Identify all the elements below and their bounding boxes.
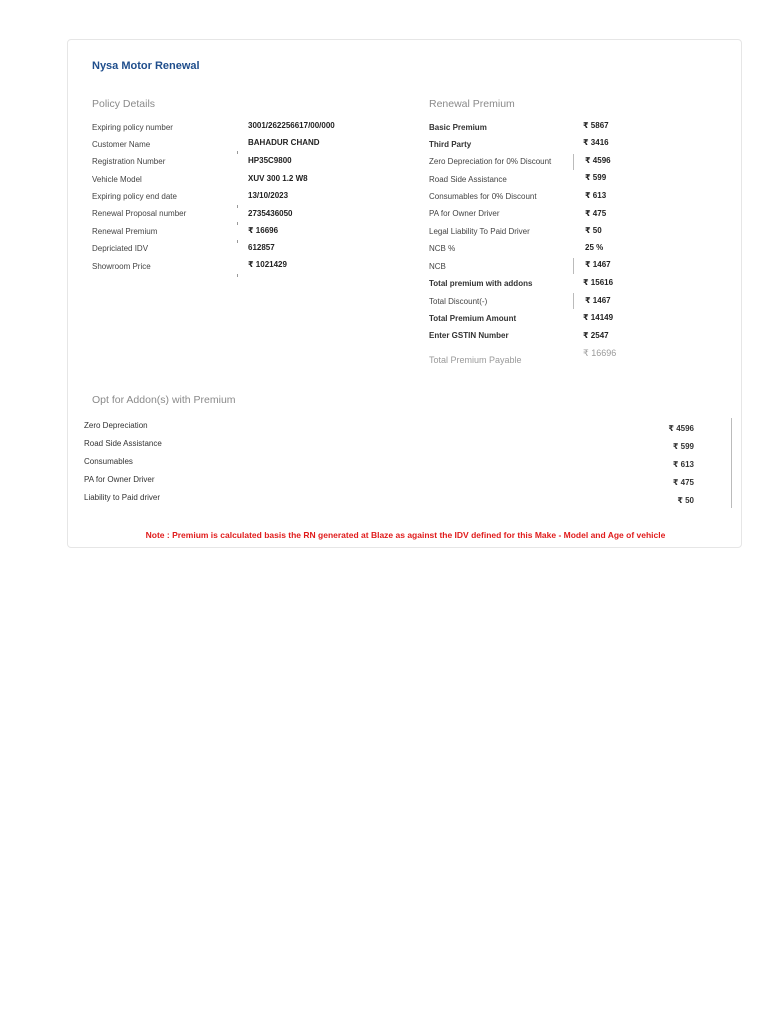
addon-row — [84, 475, 706, 493]
premium-value: ₹ 4596 — [585, 156, 611, 165]
addon-label: Liability to Paid driver — [84, 493, 161, 502]
policy-value: 612857 — [248, 243, 275, 252]
premium-label: NCB % — [429, 244, 456, 253]
policy-value: ₹ 16696 — [248, 226, 279, 235]
divider-tick — [237, 222, 238, 225]
addon-row — [84, 493, 706, 511]
addon-row — [84, 439, 706, 457]
policy-label: Vehicle Model — [92, 175, 142, 184]
divider-tick — [237, 274, 238, 277]
premium-note: Note : Premium is calculated basis the RN generated at Blaze as against the IDV defined for this Make - Model and Age of vehicle — [145, 530, 666, 540]
page-title: Nysa Motor Renewal — [92, 60, 200, 72]
addon-price: ₹ 50 — [677, 496, 694, 505]
premium-label: Third Party — [429, 140, 472, 149]
addon-label: PA for Owner Driver — [84, 475, 155, 484]
addon-price: ₹ 4596 — [668, 424, 694, 433]
premium-value: ₹ 1467 — [585, 296, 611, 305]
policy-value: 13/10/2023 — [248, 191, 289, 200]
addons-heading: Opt for Addon(s) with Premium — [92, 394, 236, 406]
divider-line — [573, 293, 574, 309]
addon-price: ₹ 475 — [672, 478, 694, 487]
divider-tick — [237, 205, 238, 208]
addon-price: ₹ 613 — [672, 460, 694, 469]
policy-label: Expiring policy number — [92, 123, 173, 132]
premium-value: ₹ 475 — [585, 209, 607, 218]
policy-value: 2735436050 — [248, 209, 293, 218]
premium-label: Legal Liability To Paid Driver — [429, 227, 530, 236]
premium-label: Total Discount(-) — [429, 297, 488, 306]
premium-label: Total premium with addons — [429, 279, 533, 288]
premium-label: NCB — [429, 262, 446, 271]
policy-label: Depriciated IDV — [92, 244, 149, 253]
premium-value: ₹ 599 — [585, 173, 607, 182]
renewal-premium-heading: Renewal Premium — [429, 98, 515, 110]
premium-value: ₹ 15616 — [583, 278, 614, 287]
addon-row — [84, 457, 706, 475]
policy-label: Renewal Proposal number — [92, 209, 187, 218]
premium-value: ₹ 5867 — [583, 121, 609, 130]
divider-line — [573, 258, 574, 274]
premium-label: Enter GSTIN Number — [429, 331, 509, 340]
premium-label: PA for Owner Driver — [429, 209, 500, 218]
addons-divider-line — [731, 418, 732, 508]
policy-value: ₹ 1021429 — [248, 260, 287, 269]
divider-tick — [237, 240, 238, 243]
premium-value: ₹ 50 — [585, 226, 602, 235]
premium-label: Consumables for 0% Discount — [429, 192, 537, 201]
premium-value: 25 % — [585, 243, 604, 252]
divider-tick — [237, 151, 238, 154]
premium-value: ₹ 3416 — [583, 138, 609, 147]
policy-label: Renewal Premium — [92, 227, 158, 236]
policy-value: 3001/262256617/00/000 — [248, 121, 335, 130]
policy-label: Registration Number — [92, 157, 166, 166]
policy-label: Expiring policy end date — [92, 192, 177, 201]
premium-value: ₹ 613 — [585, 191, 607, 200]
addon-row — [84, 421, 706, 439]
addon-label: Road Side Assistance — [84, 439, 162, 448]
premium-value: ₹ 1467 — [585, 260, 611, 269]
premium-label: Basic Premium — [429, 123, 487, 132]
policy-label: Customer Name — [92, 140, 151, 149]
divider-line — [573, 154, 574, 170]
policy-label: Showroom Price — [92, 262, 151, 271]
policy-details-heading: Policy Details — [92, 98, 156, 110]
renewal-card — [67, 39, 742, 548]
premium-label: Total Premium Amount — [429, 314, 517, 323]
total-payable-value: ₹ 16696 — [583, 348, 617, 358]
policy-value: HP35C9800 — [248, 156, 292, 165]
premium-value: ₹ 14149 — [583, 313, 614, 322]
policy-value: XUV 300 1.2 W8 — [248, 174, 308, 183]
premium-value: ₹ 2547 — [583, 331, 609, 340]
premium-label: Road Side Assistance — [429, 175, 507, 184]
total-payable-label: Total Premium Payable — [429, 355, 522, 365]
policy-value: BAHADUR CHAND — [248, 138, 320, 147]
addon-label: Consumables — [84, 457, 133, 466]
addon-label: Zero Depreciation — [84, 421, 148, 430]
premium-label: Zero Depreciation for 0% Discount — [429, 157, 552, 166]
addon-price: ₹ 599 — [672, 442, 694, 451]
